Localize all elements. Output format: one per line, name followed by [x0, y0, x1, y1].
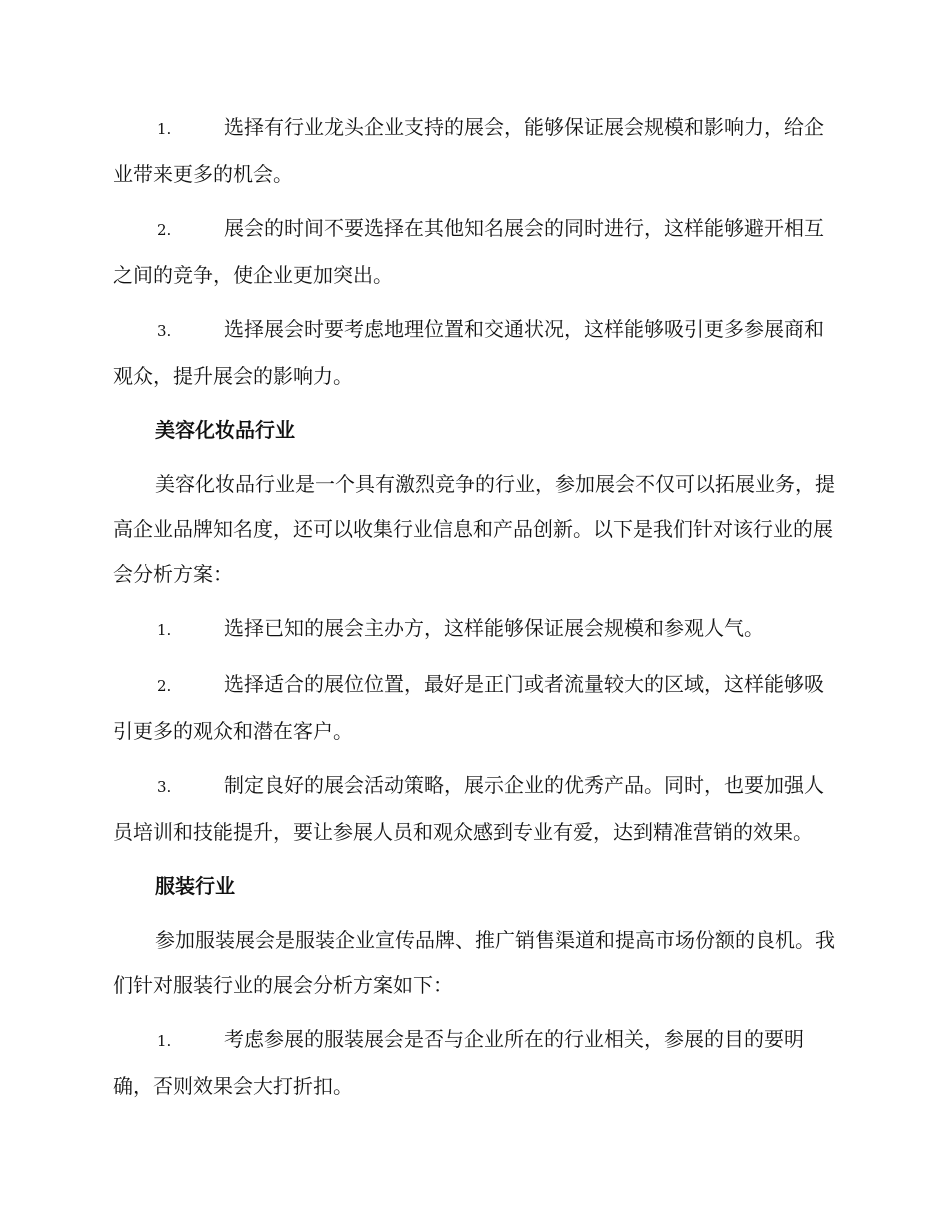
list-item-beauty-3 [113, 763, 835, 855]
list-item-beauty-1 [113, 606, 835, 653]
list-number: 2. [157, 221, 172, 239]
list-text: 制定良好的展会活动策略，展示企业的优秀产品。同时，也要加强人员培训和技能提升，要让参展人员和观众感到专业有爱，达到精准营销的效果。 [113, 773, 824, 844]
section-paragraph-apparel: 参加服装展会是服装企业宣传品牌、推广销售渠道和提高市场份额的良机。我们针对服装行业的展会分析方案如下： [113, 928, 835, 997]
section-paragraph-beauty: 美容化妆品行业是一个具有激烈竞争的行业，参加展会不仅可以拓展业务，提高企业品牌知名度，还可以收集行业信息和产品创新。以下是我们针对该行业的展会分析方案： [113, 472, 835, 586]
list-text: 选择有行业龙头企业支持的展会，能够保证展会规模和影响力，给企业带来更多的机会。 [113, 115, 824, 186]
list-item-intro-1 [113, 105, 835, 197]
section-heading-apparel: 服装行业 [155, 874, 235, 898]
list-item-intro-2 [113, 206, 835, 298]
list-item-intro-3 [113, 307, 835, 399]
list-number: 1. [157, 120, 172, 138]
list-text: 展会的时间不要选择在其他知名展会的同时进行，这样能够避开相互之间的竞争，使企业更加突出。 [113, 216, 824, 287]
list-text: 选择已知的展会主办方，这样能够保证展会规模和参观人气。 [224, 616, 764, 640]
list-number: 2. [157, 677, 172, 695]
list-number: 3. [157, 322, 172, 340]
list-text: 选择适合的展位位置，最好是正门或者流量较大的区域，这样能够吸引更多的观众和潜在客户。 [113, 672, 824, 743]
list-item-apparel-1 [113, 1017, 835, 1109]
list-text: 考虑参展的服装展会是否与企业所在的行业相关，参展的目的要明确，否则效果会大打折扣。 [113, 1027, 804, 1098]
list-number: 1. [157, 1032, 172, 1050]
document-body [113, 105, 835, 1118]
list-number: 3. [157, 778, 172, 796]
list-number: 1. [157, 621, 172, 639]
list-text: 选择展会时要考虑地理位置和交通状况，这样能够吸引更多参展商和观众，提升展会的影响力。 [113, 317, 824, 388]
section-heading-beauty: 美容化妆品行业 [155, 418, 295, 442]
list-item-beauty-2 [113, 662, 835, 754]
